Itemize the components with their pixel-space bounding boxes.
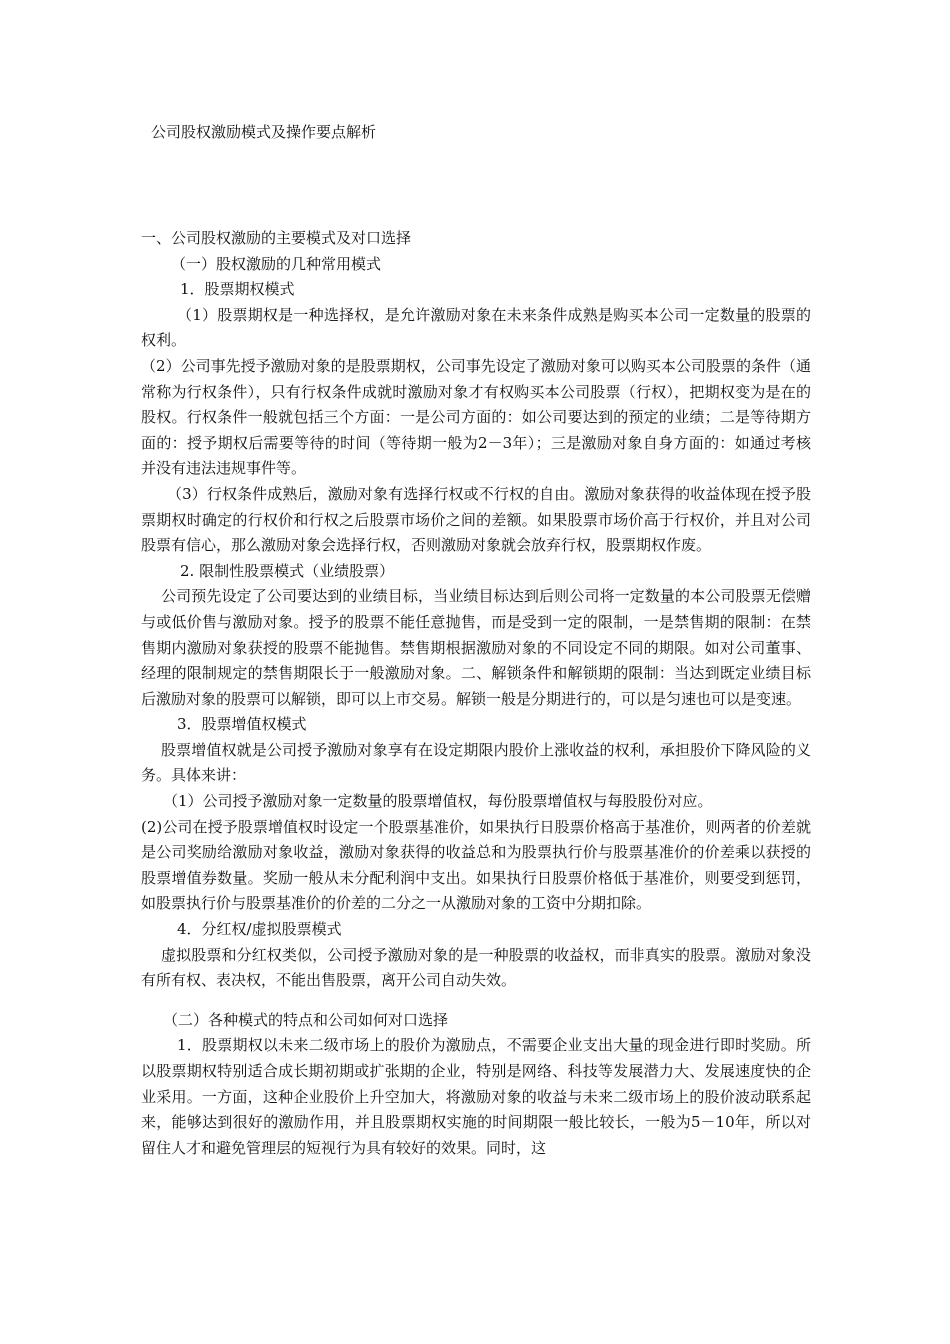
paragraph: 公司预先设定了公司要达到的业绩目标，当业绩目标达到后则公司将一定数量的本公司股票无偿赠与或低价售与激励对象。授予的股票不能任意抛售，而是受到一定的限制，一是禁售期的限制：在禁售期内激励对象获授的股票不能抛售。禁售期根据激励对象的不同设定不同的期限。如对公司董事、经理的限制规定的禁售期限长于一般激励对象。二、解锁条件和解锁期的限制：当达到既定业绩目标后激励对象的股票可以解锁，即可以上市交易。解锁一般是分期进行的，可以是匀速也可以是变速。 [141,587,811,708]
paragraph: 一、公司股权激励的主要模式及对口选择 [141,229,412,247]
paragraph: 2. 限制性股票模式（业绩股票） [180,561,395,580]
paragraph: （3）行权条件成熟后，激励对象有选择行权或不行权的自由。激励对象获得的收益体现在授予股票期权时确定的行权价和行权之后股票市场价之间的差额。如果股票市场价高于行权价，并且对公司股票有信心，那么激励对象会选择行权，否则激励对象就会放弃行权，股票期权作废。 [141,484,811,555]
paragraph: （2）公司事先授予激励对象的是股票期权，公司事先设定了激励对象可以购买本公司股票的条件（通常称为行权条件），只有行权条件成就时激励对象才有权购买本公司股票（行权），把期权变为是在的股权。行权条件一般就包括三个方面：一是公司方面的：如公司要达到的预定的业绩；二是等待期方面的：授予期权后需要等待的时间（等待期一般为2－3年）；三是激励对象自身方面的：如通过考核并没有违法违规事件等。 [141,356,811,478]
paragraph: 1．股票期权模式 [180,280,295,299]
paragraph: （1）股票期权是一种选择权，是允许激励对象在未来条件成熟是购买本公司一定数量的股票的权利。 [141,305,811,350]
paragraph: （1）公司授予激励对象一定数量的股票增值权，每份股票增值权与每股股份对应。 [163,792,713,811]
paragraph: 虚拟股票和分红权类似，公司授予激励对象的是一种股票的收益权，而非真实的股票。激励对象没有所有权、表决权，不能出售股票，离开公司自动失效。 [141,945,811,990]
paragraph: 股票增值权就是公司授予激励对象享有在设定期限内股价上涨收益的权利，承担股价下降风险的义务。具体来讲： [141,740,811,785]
document-body [141,226,811,1161]
paragraph: (2)公司在授予股票增值权时设定一个股票基准价，如果执行日股票价格高于基准价，则两者的价差就是公司奖励给激励对象收益，激励对象获得的收益总和为股票执行价与股票基准价的价差乘以获授的股票增值券数量。奖励一般从未分配利润中支出。如果执行日股票价格低于基准价，则要受到惩罚，如股票执行价与股票基准价的价差的二分之一从激励对象的工资中分期扣除。 [141,817,811,913]
paragraph: 4．分红权/虚拟股票模式 [177,920,342,939]
paragraph-spacer [141,994,811,1008]
paragraph: 3．股票增值权模式 [177,715,307,734]
paragraph: （二）各种模式的特点和公司如何对口选择 [163,1010,449,1029]
paragraph: 1．股票期权以未来二级市场上的股价为激励点，不需要企业支出大量的现金进行即时奖励。所以股票期权特别适合成长期初期或扩张期的企业，特别是网络、科技等发展潜力大、发展速度快的企业采用。一方面，这种企业股价上升空加大，将激励对象的收益与未来二级市场上的股价波动联系起来，能够达到很好的激励作用，并且股票期权实施的时间期限一般比较长，一般为5－10年，所以对留住人才和避免管理层的短视行为具有较好的效果。同时，这 [141,1036,811,1157]
document-title: 公司股权激励模式及操作要点解析 [151,123,377,141]
paragraph: （一）股权激励的几种常用模式 [171,254,382,273]
